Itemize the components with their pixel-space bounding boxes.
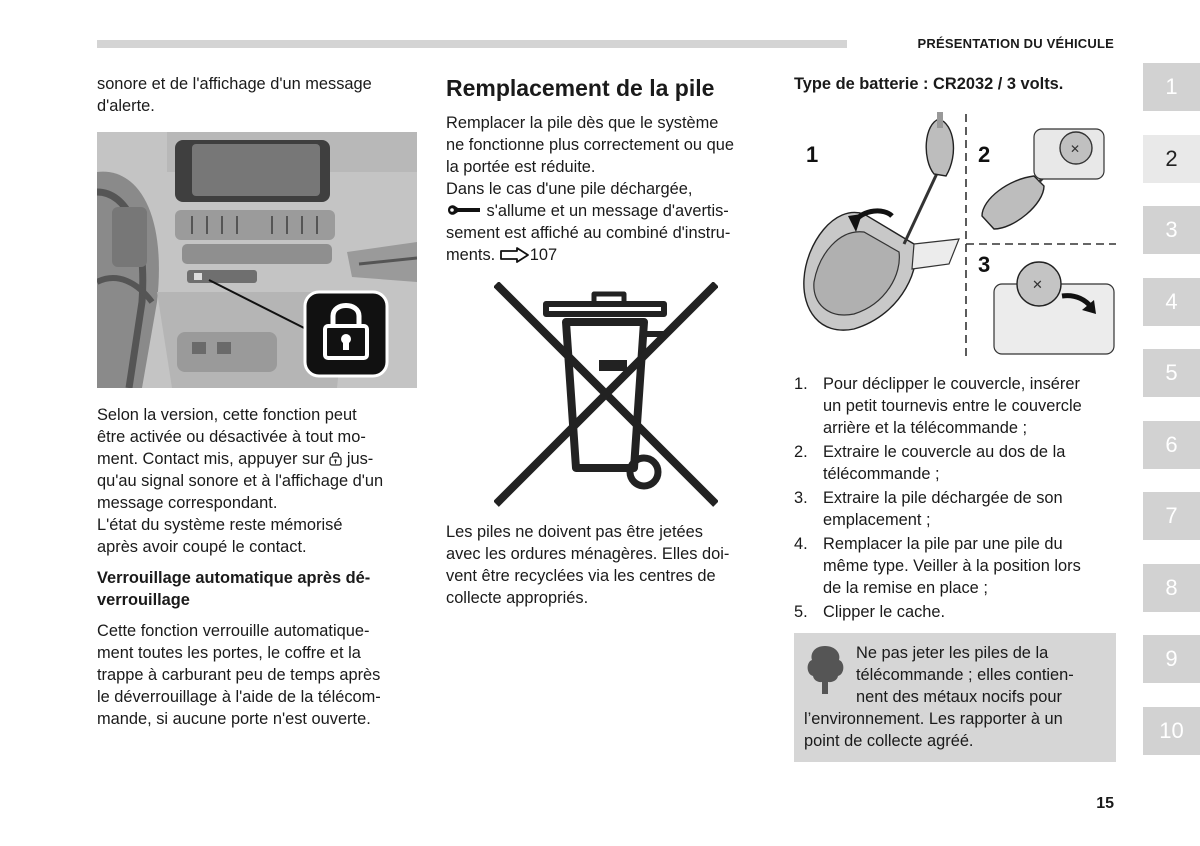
chapter-tab-4[interactable]: 4	[1143, 278, 1200, 326]
page-reference-link[interactable]: 107	[529, 246, 558, 264]
step-line: télécommande ;	[823, 465, 940, 483]
figure-label: 1	[806, 142, 819, 167]
column-right	[794, 73, 1116, 762]
steps-list	[794, 373, 1116, 623]
step-line: un petit tournevis entre le couvercle	[823, 397, 1082, 415]
step-line: même type. Veiller à la position lors	[823, 557, 1081, 575]
body-line: après avoir coupé le contact.	[97, 538, 307, 556]
list-item	[794, 441, 1116, 485]
body-line: Les piles ne doivent pas être jetées	[446, 523, 703, 541]
chapter-tabs	[1143, 63, 1200, 778]
step-line: Remplacer la pile par une pile du	[823, 535, 1063, 553]
subheading-line: Verrouillage automatique après dé-	[97, 569, 371, 587]
chapter-tab-1[interactable]: 1	[1143, 63, 1200, 111]
step-line: de la remise en place ;	[823, 579, 988, 597]
svg-text:✕: ✕	[1070, 142, 1081, 156]
chapter-tab-7[interactable]: 7	[1143, 492, 1200, 540]
padlock-icon	[329, 451, 342, 466]
step-number: 2.	[794, 443, 808, 461]
list-item	[794, 601, 1116, 623]
chapter-tab-10[interactable]: 10	[1143, 707, 1200, 755]
column-left	[97, 73, 422, 730]
chapter-tab-5[interactable]: 5	[1143, 349, 1200, 397]
body-line: Dans le cas d'une pile déchargée,	[446, 180, 693, 198]
page-number: 15	[1096, 795, 1114, 812]
tree-icon	[804, 644, 846, 696]
body-line: avec les ordures ménagères. Elles doi-	[446, 545, 730, 563]
step-line: arrière et la télécommande ;	[823, 419, 1028, 437]
body-line: être activée ou désactivée à tout mo-	[97, 428, 366, 446]
crossed-out-wheelie-bin-icon	[494, 282, 718, 507]
body-line: sement est affiché au combiné d'instru-	[446, 224, 731, 242]
section-title: PRÉSENTATION DU VÉHICULE	[917, 36, 1114, 51]
body-line: Cette fonction verrouille automatique-	[97, 622, 370, 640]
chapter-tab-8[interactable]: 8	[1143, 564, 1200, 612]
body-line: trappe à carburant peu de temps après	[97, 666, 381, 684]
battery-replacement-figure	[794, 104, 1116, 361]
list-item	[794, 373, 1116, 439]
svg-text:✕: ✕	[1032, 277, 1043, 292]
chapter-tab-6[interactable]: 6	[1143, 421, 1200, 469]
body-line: Remplacer la pile dès que le système	[446, 114, 719, 132]
arrow-right-icon	[500, 247, 530, 263]
body-text: jus-	[342, 450, 374, 468]
step-number: 5.	[794, 603, 808, 621]
note-line: l’environnement. Les rapporter à un	[804, 710, 1063, 728]
body-line: vent être recyclées via les centres de	[446, 567, 716, 585]
list-item	[794, 487, 1116, 531]
dashboard-lock-button-photo	[97, 132, 417, 388]
body-line: ne fonctionne plus correctement ou que	[446, 136, 734, 154]
body-line	[97, 448, 422, 470]
chapter-tab-9[interactable]: 9	[1143, 635, 1200, 683]
auto-lock-paragraph	[97, 620, 422, 730]
intro-line: sonore et de l'affichage d'un message	[97, 75, 372, 93]
body-line: L'état du système reste mémorisé	[97, 516, 343, 534]
body-line: le déverrouillage à l'aide de la télécom-	[97, 688, 381, 706]
note-line: Ne pas jeter les piles de la	[856, 644, 1049, 662]
body-line: mande, si aucune porte n'est ouverte.	[97, 710, 371, 728]
figure-label: 2	[978, 142, 991, 167]
battery-type-heading: Type de batterie : CR2032 / 3 volts.	[794, 75, 1064, 93]
body-text: s'allume et un message d'avertis-	[482, 202, 729, 220]
body-line: ment toutes les portes, le coffre et la	[97, 644, 361, 662]
figure-label: 3	[978, 252, 991, 277]
column-middle	[446, 73, 771, 609]
step-number: 1.	[794, 375, 808, 393]
note-line: point de collecte agréé.	[804, 732, 974, 750]
chapter-tab-2[interactable]: 2	[1143, 135, 1200, 183]
body-line: la portée est réduite.	[446, 158, 596, 176]
chapter-tab-3[interactable]: 3	[1143, 206, 1200, 254]
step-line: Extraire la pile déchargée de son	[823, 489, 1063, 507]
body-line: qu'au signal sonore et à l'affichage d'un	[97, 472, 384, 490]
disposal-paragraph	[446, 521, 771, 609]
intro-line: d'alerte.	[97, 97, 155, 115]
body-line: collecte appropriés.	[446, 589, 589, 607]
subheading	[97, 567, 422, 611]
body-text: ments.	[446, 246, 500, 264]
environment-note	[794, 633, 1116, 762]
step-line: Clipper le cache.	[823, 603, 946, 621]
step-line: Pour déclipper le couvercle, insérer	[823, 375, 1080, 393]
header-rule	[97, 40, 847, 48]
wrench-icon	[446, 203, 482, 217]
step-number: 4.	[794, 535, 808, 553]
body-line: Selon la version, cette fonction peut	[97, 406, 357, 424]
step-number: 3.	[794, 489, 808, 507]
battery-intro	[446, 112, 771, 266]
section-heading: Remplacement de la pile	[446, 75, 715, 101]
note-line: nent des métaux nocifs pour	[856, 688, 1062, 706]
step-line: Extraire le couvercle au dos de la	[823, 443, 1066, 461]
step-line: emplacement ;	[823, 511, 931, 529]
list-item	[794, 533, 1116, 599]
body-line	[446, 244, 771, 266]
note-line: télécommande ; elles contien-	[856, 666, 1074, 684]
body-text: ment. Contact mis, appuyer sur	[97, 450, 330, 468]
subheading-line: verrouillage	[97, 591, 190, 609]
body-line: message correspondant.	[97, 494, 278, 512]
body-line	[446, 200, 771, 222]
